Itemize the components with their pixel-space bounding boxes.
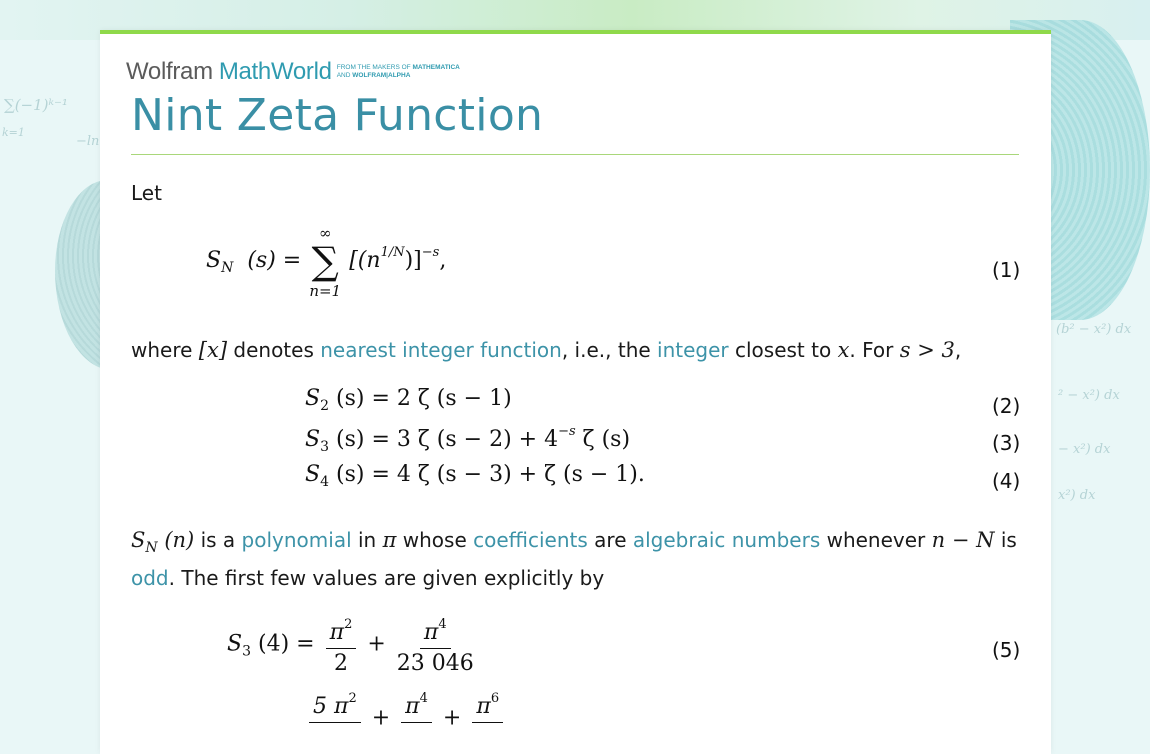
equation-number-2: (2) [992, 394, 1021, 418]
link-odd[interactable]: odd [131, 566, 169, 590]
equation-3: $S_3$ (s) = 3 ζ $(s - 2) + 4^{-s}$ ζ (s) [305, 424, 631, 455]
fraction: $\pi^4$ [401, 686, 432, 751]
paragraph-definition: where [x] denotes nearest integer function, i.e., the integer closest to x. For s > 3, [131, 338, 962, 362]
background-formula: k=1 [2, 126, 25, 139]
link-algebraic-numbers[interactable]: algebraic numbers [632, 528, 821, 552]
article-page [100, 30, 1051, 754]
background-formula: ∑(−1)ᵏ⁻¹ [4, 96, 68, 114]
link-polynomial[interactable]: polynomial [241, 528, 352, 552]
background-formula: − x²) dx [1058, 442, 1111, 457]
logo-tagline: FROM THE MAKERS OF MATHEMATICA AND WOLFRAM|ALPHA [336, 64, 460, 79]
equation-5-row-2: 5 $\pi^2$ + $\pi^4$ + $\pi^6$ [305, 686, 507, 751]
link-integer[interactable]: integer [657, 338, 729, 362]
logo-wolfram-text: Wolfram [126, 58, 213, 85]
title-divider [131, 154, 1019, 155]
link-coefficients[interactable]: coefficients [473, 528, 588, 552]
fraction: 5 $\pi^2$ [309, 686, 361, 751]
equation-1: $S_N$ (s) = ∞ ∑ n=1 $[(n^{1/N})]^{-s}$, [206, 224, 447, 300]
equation-number-3: (3) [992, 431, 1021, 455]
equation-2: $S_2$ (s) = 2 ζ (s − 1) [305, 386, 512, 414]
summation-symbol: ∞ ∑ n=1 [309, 224, 342, 300]
equation-5: $S_3$ (4) = $\frac{\pi^2}{2}$ + $\frac{\pi^4}{23 046}$ [227, 612, 478, 677]
paragraph-polynomial: $S_N$ (n) is a polynomial in π whose coefficients are algebraic numbers whenever n − N is [131, 528, 1017, 556]
paragraph-polynomial-continued: odd. The first few values are given explicitly by [131, 566, 605, 590]
equation-number-1: (1) [992, 258, 1021, 282]
fraction: $\pi^6$ [472, 686, 503, 751]
link-nearest-integer-function[interactable]: nearest integer function [320, 338, 562, 362]
wolfram-mathworld-logo[interactable] [126, 58, 460, 86]
fraction: $\frac{\pi^2}{2}$ [326, 612, 357, 677]
background-formula: x²) dx [1058, 488, 1096, 503]
equation-4: $S_4$ (s) = 4 ζ (s − 3) + ζ (s − 1). [305, 462, 645, 490]
background-formula: (b² − x²) dx [1056, 322, 1132, 337]
page-title: Nint Zeta Function [131, 90, 544, 141]
background-formula: ² − x²) dx [1058, 388, 1120, 403]
equation-number-4: (4) [992, 469, 1021, 493]
background-formula: −ln [76, 134, 100, 149]
logo-mathworld-text: MathWorld [218, 58, 332, 85]
equation-number-5: (5) [992, 638, 1021, 662]
intro-text: Let [131, 181, 162, 205]
fraction: $\frac{\pi^4}{23 046}$ [397, 612, 474, 677]
